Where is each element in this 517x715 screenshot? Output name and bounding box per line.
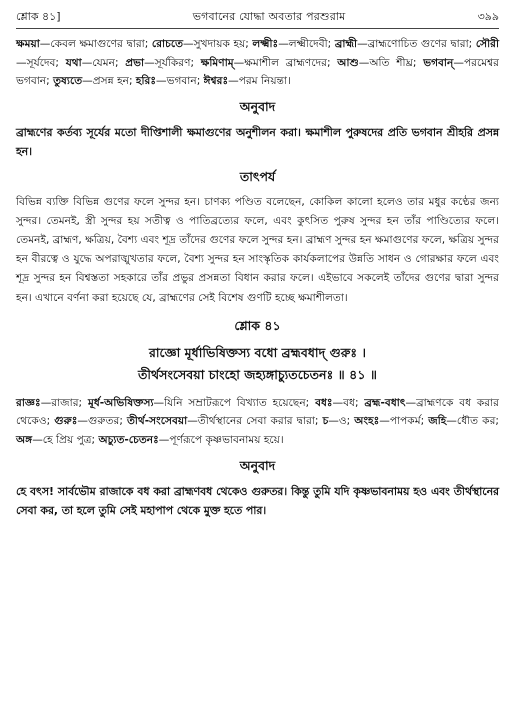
synonym-meaning: পূর্ণরূপে কৃষ্ণভাবনাময় হয়ে।: [169, 433, 284, 446]
synonym-meaning: ব্রাহ্মণকে বধ করার থেকেও;: [16, 396, 499, 428]
verse-line-2: তীর্থসংসেবয়া চাংহো জহ্যঙ্গাচ্যুতচেতনঃ ॥ ৪১ ॥: [137, 366, 378, 382]
page-header: [16, 6, 499, 29]
synonym-term: ব্রাহ্মী: [334, 38, 358, 50]
synonym-term: ক্ষমিণাম্: [200, 56, 234, 69]
header-chapter-title: ভগবানের যোদ্ধা অবতার পরশুরাম: [192, 9, 346, 23]
synonym-term: তুষ্যতে: [53, 75, 83, 87]
verse-line-1: রাজ্ঞো মূর্ধাভিষিক্তস্য বধো ব্রহ্মবধাদ্ গুরুঃ ।: [148, 344, 367, 360]
synonym-term: আশু: [337, 56, 359, 69]
synonym-term: হরিঃ: [135, 75, 156, 87]
synonym-term: প্রভা: [125, 56, 145, 69]
synonym-meaning: লক্ষ্মীদেবী;: [288, 38, 332, 50]
synonym-meaning: ক্ষমাশীল ব্রাহ্মণদের;: [244, 56, 331, 69]
synonym-meaning: গুরুতর;: [88, 415, 123, 428]
synonym-meaning: ব্রাহ্মণোচিত গুণের দ্বারা;: [367, 38, 473, 50]
page-number: ৩৯৯: [477, 9, 499, 23]
synonym-term: অচ্যুত-চেতনঃ: [98, 433, 159, 446]
verse-heading: শ্লোক ৪১: [234, 317, 281, 333]
synonym-meaning: যিনি সম্রাটরূপে বিখ্যাত হয়েছেন;: [164, 396, 310, 409]
synonym-meaning: পরম নিয়ন্তা।: [238, 75, 291, 87]
synonym-meaning: সূর্যদেব;: [26, 56, 59, 69]
translation2-heading: অনুবাদ: [239, 457, 276, 473]
synonym-term: মূর্ধ-অভিষিক্তস্য: [87, 396, 154, 409]
synonym-meaning: সূর্যকিরণ;: [154, 56, 195, 69]
synonym-term: অংহঃ: [354, 415, 380, 428]
synonym-term: চ: [322, 415, 329, 428]
synonym-meaning: পাপকর্ম;: [389, 415, 425, 428]
synonym-meaning: বধ;: [343, 396, 359, 409]
synonyms-verse: রাজ্ঞঃ—রাজার; মূর্ধ-অভিষিক্তস্য—যিনি সম্রাটরূপে বিখ্যাত হয়েছেন; বধঃ—বধ; ব্রহ্ম-বধাৎ—ব্রাহ্মণকে বধ করার থেকেও; গুরুঃ—গুরুতর; তীর্থ-সংসেবয়া—তীর্থস্থানের সেবা করার দ্বারা; চ—ও; অংহঃ—পাপকর্ম; জহি—ধৌত কর; অঙ্গ—হে প্রিয় পুত্র; অচ্যুত-চেতনঃ—পূর্ণরূপে কৃষ্ণভাবনাময় হয়ে।: [16, 396, 499, 446]
synonym-meaning: রাজার;: [51, 396, 83, 409]
synonym-term: রাজ্ঞঃ: [16, 396, 41, 409]
translation2-text: হে বৎস! সার্বভৌম রাজাকে বধ করা ব্রাহ্মণবধ থেকেও গুরুতর। কিন্তু তুমি যদি কৃষ্ণভাবনাময় হও এবং তীর্থস্থানের সেবা কর, তা হলে তুমি সেই মহাপাপ থেকে মুক্ত হতে পার।: [16, 484, 499, 517]
synonym-meaning: পরমেশ্বর ভগবান;: [16, 56, 499, 87]
synonym-term: ভগবান্: [423, 56, 454, 69]
translation-text: ব্রাহ্মণের কর্তব্য সূর্যের মতো দীপ্তিশালী ক্ষমাগুণের অনুশীলন করা। ক্ষমাশীল পুরুষদের প্রতি ভগবান শ্রীহরি প্রসন্ন হন।: [16, 125, 499, 158]
header-verse-ref: শ্লোক ৪১]: [16, 9, 61, 23]
synonym-meaning: ভগবান;: [166, 75, 201, 87]
synonym-term: যথা: [65, 56, 82, 69]
synonym-term: জহি: [428, 415, 447, 428]
synonym-term: ব্রহ্ম-বধাৎ: [364, 396, 406, 409]
synonym-term: রোচতে: [151, 38, 184, 50]
synonym-meaning: তীর্থস্থানের সেবা করার দ্বারা;: [197, 415, 319, 428]
purport-text: বিভিন্ন ব্যক্তি বিভিন্ন গুণের ফলে সুন্দর হন। চাণক্য পণ্ডিত বলেছেন, কোকিল কালো হলেও তার মধুর কণ্ঠের জন্য সুন্দর। তেমনই, স্ত্রী সুন্দর হয় সতীত্ব ও পাতিব্রত্যের ফলে, এবং কুৎসিত পুরুষ সুন্দর হন তাঁর পাণ্ডিত্যের ফলে। তেমনই, ব্রাহ্মণ, ক্ষত্রিয়, বৈশ্য এবং শূদ্র তাঁদের গুণের ফলে সুন্দর হন। ব্রাহ্মণ সুন্দর হন ক্ষমাগুণের ফলে, ক্ষত্রিয় সুন্দর হন বীরত্বে ও যুদ্ধে অপরাঙ্মুখতার ফলে, বৈশ্য সুন্দর হন সাংস্কৃতিক কার্যকলাপের উন্নতি সাধন ও গোরক্ষার ফলে এবং শূদ্র সুন্দর হন বিশ্বস্ততা সহকারে তাঁর প্রভুর প্রসন্নতা বিধান করার ফলে। এইভাবে সকলেই তাঁদের গুণের দ্বারা সুন্দর হন। এখানে বর্ণনা করা হয়েছে যে, ব্রাহ্মণের সেই বিশেষ গুণটি হচ্ছে ক্ষমাশীলতা।: [16, 195, 499, 304]
translation-heading: অনুবাদ: [239, 98, 276, 114]
synonym-term: ঈশ্বরঃ: [203, 75, 229, 87]
synonym-term: গুরুঃ: [54, 415, 78, 428]
synonym-term: বধঃ: [315, 396, 333, 409]
synonym-meaning: কেবল ক্ষমাগুণের দ্বারা;: [50, 38, 149, 50]
synonym-meaning: হে প্রিয় পুত্র;: [42, 433, 96, 446]
synonym-meaning: যেমন;: [92, 56, 119, 69]
synonym-term: অঙ্গ: [16, 433, 33, 446]
synonyms-top: ক্ষময়া—কেবল ক্ষমাগুণের দ্বারা; রোচতে—সুখদায়ক হয়; লক্ষ্মীঃ—লক্ষ্মীদেবী; ব্রাহ্মী—ব্রাহ্মণোচিত গুণের দ্বারা; সৌরী—সূর্যদেব; যথা—যেমন; প্রভা—সূর্যকিরণ; ক্ষমিণাম্—ক্ষমাশীল ব্রাহ্মণদের; আশু—অতি শীঘ্র; ভগবান্—পরমেশ্বর ভগবান; তুষ্যতে—প্রসন্ন হন; হরিঃ—ভগবান; ঈশ্বরঃ—পরম নিয়ন্তা।: [16, 38, 500, 87]
synonym-term: লক্ষ্মীঃ: [252, 38, 279, 50]
synonym-meaning: অতি শীঘ্র;: [369, 56, 417, 69]
synonym-term: ক্ষময়া: [16, 38, 40, 50]
synonym-term: তীর্থ-সংসেবয়া: [126, 415, 188, 428]
synonym-term: সৌরী: [475, 38, 500, 50]
purport-heading: তাৎপর্য: [239, 168, 276, 184]
synonym-meaning: সুখদায়ক হয়;: [193, 38, 249, 50]
synonym-meaning: ধৌত কর;: [456, 415, 499, 428]
synonym-meaning: প্রসন্ন হন;: [92, 75, 133, 87]
synonym-meaning: ও;: [338, 415, 351, 428]
